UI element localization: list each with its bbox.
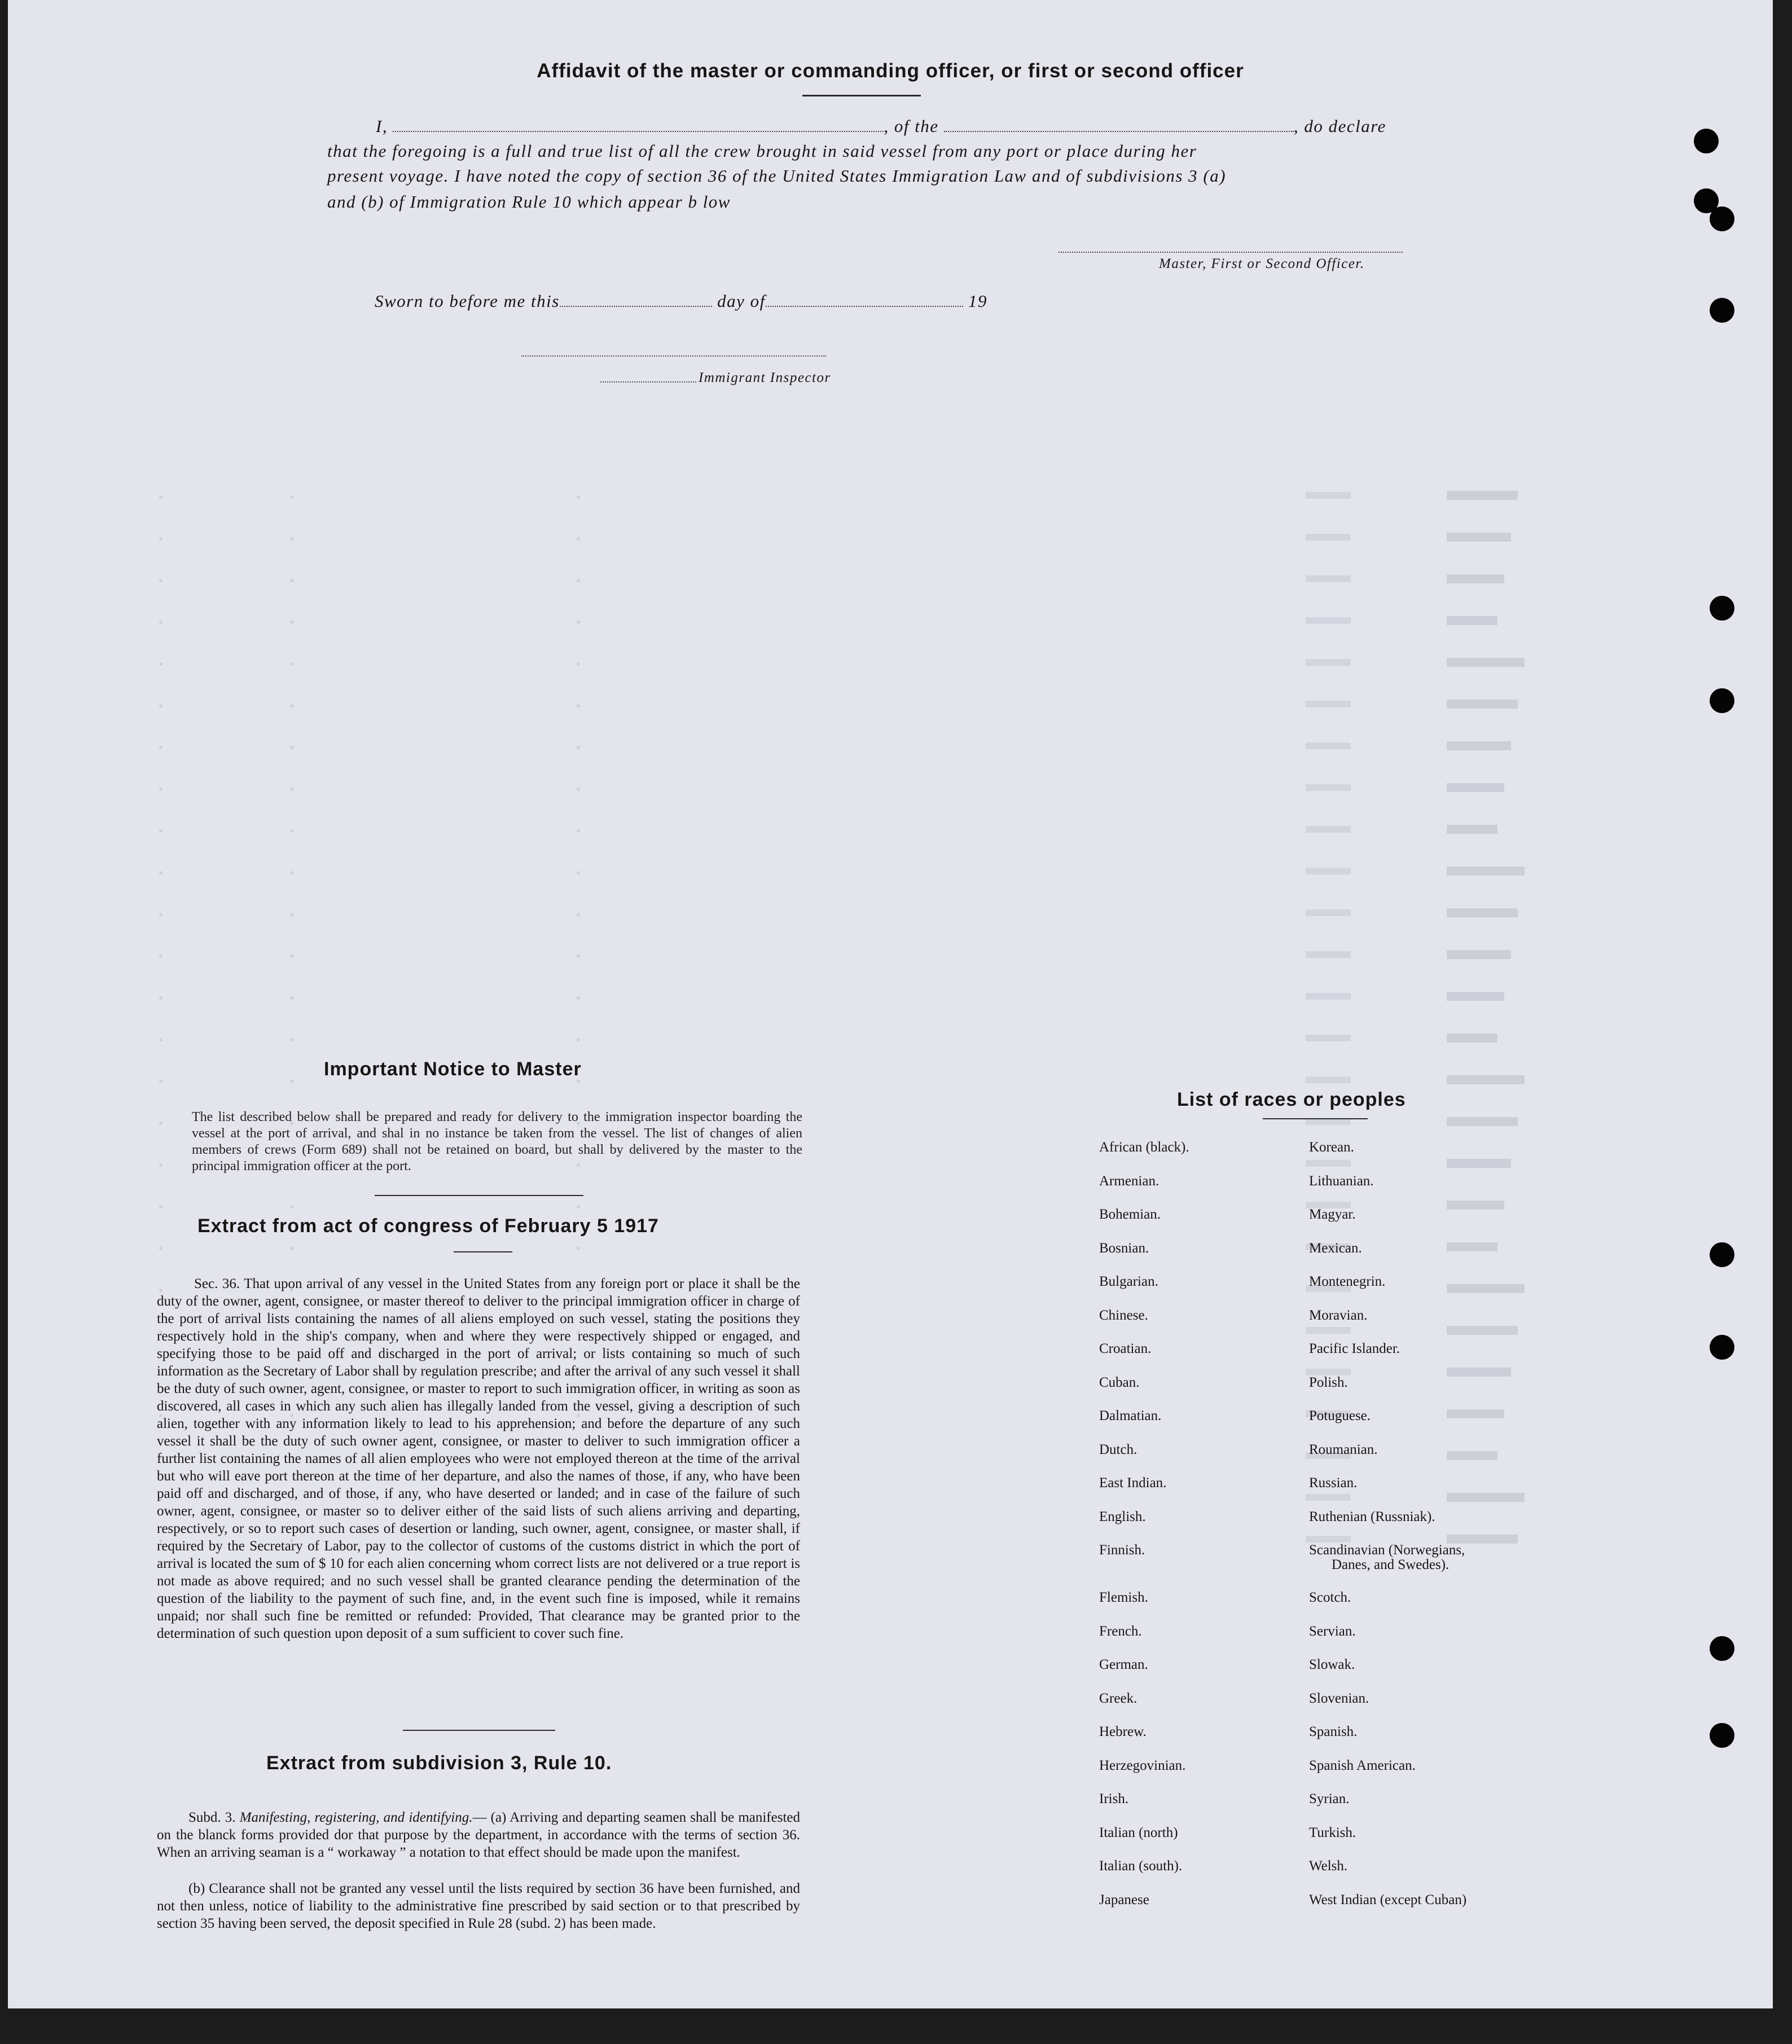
race-item: Flemish. (1099, 1590, 1148, 1605)
bleed-through-mark (577, 1205, 580, 1208)
bleed-through-mark (577, 662, 580, 666)
bleed-through-mark (290, 579, 293, 582)
bleed-through-mark (159, 788, 162, 791)
rule-extract-title: Extract from subdivision 3, Rule 10. (266, 1752, 612, 1774)
race-item: Spanish American. (1309, 1757, 1416, 1773)
bleed-through-mark (1447, 1242, 1497, 1251)
rule-para-a-lead: Subd. 3. (188, 1810, 236, 1825)
punch-hole (1710, 298, 1734, 323)
year-prefix: 19 (968, 291, 987, 311)
bleed-through-mark (159, 1122, 162, 1125)
bleed-through-mark (577, 788, 580, 791)
race-item: East Indian. (1099, 1475, 1167, 1491)
bleed-through-mark (159, 746, 162, 749)
bleed-through-mark (1306, 1035, 1351, 1041)
bleed-through-mark (1306, 1494, 1351, 1501)
bleed-through-mark (290, 704, 293, 707)
bleed-through-mark (290, 788, 293, 791)
race-item: Croatian. (1099, 1341, 1152, 1356)
bleed-through-mark (1447, 616, 1497, 625)
sworn-line (375, 291, 987, 311)
bleed-through-mark (1306, 993, 1351, 1000)
race-item: Scotch. (1309, 1590, 1351, 1605)
notice-text: The list described below shall be prepared and ready for delivery to the immigration inspector boarding the vessel at the port of arrival, and shal in no instance be taken from the vessel. The list of changes of alien members of crews (Form 689) shall not be retained on board, but shall by delivered by the master to the principal immigration officer at the port. (192, 1110, 802, 1173)
punch-hole (1694, 129, 1719, 153)
bleed-through-mark (1306, 575, 1351, 582)
bleed-through-mark (1306, 617, 1351, 624)
inspector-signature-line[interactable] (521, 355, 826, 357)
divider (454, 1251, 512, 1252)
race-item: Dalmatian. (1099, 1408, 1162, 1423)
bleed-through-mark (159, 704, 162, 707)
race-item: Dutch. (1099, 1441, 1137, 1457)
bleed-through-mark (1306, 1327, 1351, 1334)
bleed-through-mark (1447, 1159, 1511, 1168)
race-item: Hebrew. (1099, 1724, 1147, 1739)
bleed-through-mark (577, 913, 580, 916)
master-signature-line[interactable] (1058, 252, 1403, 253)
bleed-through-mark (577, 579, 580, 582)
bleed-through-mark (1306, 659, 1351, 666)
bleed-through-mark (1447, 741, 1511, 750)
race-item: Turkish. (1309, 1825, 1356, 1840)
race-item: Spanish. (1309, 1724, 1358, 1739)
bleed-through-mark (290, 1038, 293, 1041)
bleed-through-mark (577, 829, 580, 833)
bleed-through-mark (577, 495, 580, 499)
bleed-through-mark (159, 495, 162, 499)
bleed-through-mark (577, 996, 580, 1000)
bleed-through-mark (290, 662, 293, 666)
bleed-through-mark (290, 1080, 293, 1083)
bleed-through-mark (159, 1080, 162, 1083)
i-label: I, (376, 116, 388, 136)
race-item: Russian. (1309, 1475, 1358, 1491)
bleed-through-mark (1306, 826, 1351, 833)
punch-hole (1710, 688, 1734, 713)
bleed-through-mark (577, 1038, 580, 1041)
race-item: Greek. (1099, 1690, 1137, 1706)
bleed-through-mark (1447, 867, 1525, 876)
bleed-through-mark (1306, 1536, 1351, 1542)
race-item: Scandinavian (Norwegians, (1309, 1542, 1465, 1558)
document-page (8, 0, 1773, 2008)
name-blank[interactable] (393, 131, 884, 132)
bleed-through-mark (159, 829, 162, 833)
race-item: Korean. (1309, 1140, 1354, 1155)
bleed-through-mark (1447, 783, 1504, 792)
race-item: Japanese (1099, 1892, 1149, 1907)
bleed-through-mark (159, 537, 162, 540)
bleed-through-mark (1306, 951, 1351, 958)
bleed-through-mark (290, 537, 293, 540)
bleed-through-mark (1447, 825, 1497, 834)
bleed-through-mark (159, 1205, 162, 1208)
bleed-through-mark (159, 871, 162, 874)
title-underline (802, 95, 921, 96)
bleed-through-mark (159, 1038, 162, 1041)
affidavit-title: Affidavit of the master or commanding officer, or first or second officer (537, 60, 1244, 82)
race-item: Magyar. (1309, 1207, 1356, 1222)
race-item: Bosnian. (1099, 1240, 1149, 1256)
bleed-through-mark (577, 537, 580, 540)
bleed-through-mark (1306, 1076, 1351, 1083)
bleed-through-mark (1447, 1368, 1511, 1377)
affidavit-line-1 (376, 116, 1386, 137)
bleed-through-mark (1447, 700, 1518, 709)
race-item: Syrian. (1309, 1791, 1350, 1806)
sworn-label: Sworn to before me this (375, 291, 560, 311)
affidavit-line-3: present voyage. I have noted the copy of section 36 of the United States Immigration Law and of subdivisions 3 (a) (327, 166, 1227, 186)
race-item: Cuban. (1099, 1374, 1140, 1390)
bleed-through-mark (1447, 992, 1504, 1001)
bleed-through-mark (1306, 492, 1351, 499)
notice-title: Important Notice to Master (324, 1058, 582, 1080)
bleed-through-mark (290, 829, 293, 833)
race-item: Herzegovinian. (1099, 1757, 1186, 1773)
bleed-through-mark (290, 996, 293, 1000)
rule-para-b: (b) Clearance shall not be granted any vessel until the lists required by section 36 have been furnished, and not then unless, notice of liability to the administrative fine prescribed by said section or to that prescribed by section 35 having been served, the deposit specified in Rule 28 (subd. 2) has been made. (157, 1881, 800, 1931)
race-item: Welsh. (1309, 1858, 1348, 1874)
punch-hole (1710, 1723, 1734, 1748)
race-item: Danes, and Swedes). (1332, 1557, 1450, 1572)
affidavit-line-2: that the foregoing is a full and true list of all the crew brought in said vessel from any port or place during her (327, 141, 1197, 161)
race-item: Italian (north) (1099, 1825, 1178, 1840)
inspector-dotted-lead (600, 381, 696, 383)
bleed-through-mark (1447, 533, 1511, 542)
day-of-label: day of (717, 291, 766, 311)
bleed-through-mark (290, 1247, 293, 1250)
race-item: African (black). (1099, 1140, 1189, 1155)
master-signature-label: Master, First or Second Officer. (1159, 256, 1365, 271)
punch-hole (1710, 596, 1734, 621)
bleed-through-mark (1447, 574, 1504, 583)
punch-hole (1710, 206, 1734, 231)
bleed-through-mark (577, 746, 580, 749)
race-item: Pacific Islander. (1309, 1341, 1400, 1356)
inspector-label: Immigrant Inspector (699, 370, 831, 385)
bleed-through-mark (1447, 1493, 1525, 1502)
bleed-through-mark (290, 746, 293, 749)
bleed-through-mark (1447, 1284, 1525, 1293)
do-declare-label: , do declare (1293, 116, 1386, 136)
bleed-through-mark (1447, 1326, 1518, 1335)
race-item: Chinese. (1099, 1307, 1148, 1323)
bleed-through-mark (1306, 784, 1351, 791)
race-item: Polish. (1309, 1374, 1348, 1390)
race-item: Bulgarian. (1099, 1274, 1158, 1289)
race-item: Slovenian. (1309, 1690, 1369, 1706)
rule-para-a (157, 1809, 800, 1861)
bleed-through-mark (1306, 534, 1351, 540)
bleed-through-mark (1447, 1117, 1518, 1126)
bleed-through-mark (159, 996, 162, 1000)
bleed-through-mark (1447, 658, 1525, 667)
bleed-through-mark (159, 1163, 162, 1167)
race-item: Potuguese. (1309, 1408, 1371, 1423)
race-item: Lithuanian. (1309, 1173, 1374, 1189)
bleed-through-mark (290, 1205, 293, 1208)
punch-hole (1710, 1335, 1734, 1360)
bleed-through-mark (1447, 950, 1511, 959)
bleed-through-mark (1447, 1075, 1525, 1084)
races-title: List of races or peoples (1177, 1089, 1406, 1110)
bleed-through-mark (290, 913, 293, 916)
bleed-through-mark (159, 621, 162, 624)
race-item: West Indian (except Cuban) (1309, 1892, 1467, 1907)
vessel-blank[interactable] (944, 131, 1294, 132)
bleed-through-mark (159, 955, 162, 958)
race-item: Slowak. (1309, 1657, 1355, 1672)
race-item: German. (1099, 1657, 1148, 1672)
bleed-through-mark (290, 871, 293, 874)
bleed-through-mark (577, 955, 580, 958)
bleed-through-mark (577, 1247, 580, 1250)
act-extract-text: Sec. 36. That upon arrival of any vessel in the United States from any foreign port or place it shall be the duty of the owner, agent, consignee, or master thereof to deliver to the principal immigration officer in charge of the port of arrival lists containing the names of all aliens employed on such vessel, stating the positions they respectively hold in the ship's company, when and where they were respectively shipped or engaged, and specifying those to be paid off and discharged in the port of arrival; or lists containing so much of such information as the Secretary of Labor shall by regulation prescribe; and after the arrival of any such vessel it shall be the duty of such owner, agent, consignee, or master to report to such immigration officer, in writing as soon as discovered, all cases in which any such alien has illegally landed from the vessel, giving a description of such alien, together with any information likely to lead to his apprehension; and before the departure of any such vessel it shall be the duty of such owner agent, consignee, or master to deliver to such immigration officer a further list containing the names of all alien employees who were not employed thereon at the time of the arrival but who will eave port thereon at the time of her departure, and also the names of those, if any, who have been paid off and discharged, and of those, if any, who have deserted or landed; and in case of the failure of such owner, agent, consignee, or master so to deliver either of the said lists of such aliens arriving and departing, respectively, or so to report such cases of desertion or landing, such owner, agent, consignee, or master shall, if required by the Secretary of Labor, pay to the collector of customs of the customs district in which the port of arrival is located the sum of $ 10 for each alien concerning whom correct lists are not delivered or a true report is not made as above required; and no such vessel shall be granted clearance pending the determination of the question of the liability to the payment of such fine, and, in the event such fine is imposed, while it remains unpaid; nor shall such fine be remitted or refunded: Provided, That clearance may be granted prior to the determination of such question upon deposit of a sum sufficient to cover such fine. (157, 1276, 800, 1641)
bleed-through-mark (159, 579, 162, 582)
bleed-through-mark (1306, 742, 1351, 749)
divider (403, 1730, 555, 1731)
race-item: Armenian. (1099, 1173, 1159, 1189)
bleed-through-mark (1447, 908, 1518, 917)
race-item: Roumanian. (1309, 1441, 1378, 1457)
race-item: Irish. (1099, 1791, 1129, 1806)
title-underline (1263, 1118, 1368, 1119)
bleed-through-mark (159, 662, 162, 666)
bleed-through-mark (577, 871, 580, 874)
bleed-through-mark (1306, 1160, 1351, 1167)
race-item: Ruthenian (Russniak). (1309, 1509, 1435, 1524)
of-the-label: , of the (884, 116, 939, 136)
bleed-through-mark (290, 621, 293, 624)
bleed-through-mark (1447, 1034, 1497, 1043)
race-item: English. (1099, 1509, 1146, 1524)
bleed-through-mark (1447, 1409, 1504, 1418)
race-item: Moravian. (1309, 1307, 1368, 1323)
bleed-through-mark (577, 621, 580, 624)
punch-hole (1710, 1636, 1734, 1661)
bleed-through-mark (577, 704, 580, 707)
race-item: Bohemian. (1099, 1207, 1161, 1222)
sworn-day-blank[interactable] (560, 306, 712, 307)
race-item: Montenegrin. (1309, 1274, 1386, 1289)
bleed-through-mark (1306, 701, 1351, 707)
bleed-through-mark (1306, 868, 1351, 874)
sworn-month-blank[interactable] (766, 306, 963, 307)
race-item: Finnish. (1099, 1542, 1145, 1558)
race-item: Servian. (1309, 1623, 1356, 1639)
bleed-through-mark (1447, 1451, 1497, 1460)
bleed-through-mark (159, 1247, 162, 1250)
punch-hole (1710, 1242, 1734, 1267)
divider (375, 1195, 583, 1196)
race-item: Italian (south). (1099, 1858, 1183, 1874)
act-extract-title: Extract from act of congress of February 5 1917 (197, 1215, 659, 1237)
bleed-through-mark (1306, 909, 1351, 916)
bleed-through-mark (290, 955, 293, 958)
rule-para-a-text: — (a) Arriving and departing seamen shall be manifested on the blanck forms provided dor that purpose by the department, in accordance with the terms of section 36. When an arriving seaman is a “ workaway ” a notation to that effect should be made upon the manifest. (157, 1810, 801, 1860)
bleed-through-mark (1447, 491, 1518, 500)
race-item: French. (1099, 1623, 1142, 1639)
race-item: Mexican. (1309, 1240, 1362, 1256)
bleed-through-mark (290, 495, 293, 499)
bleed-through-mark (1447, 1201, 1504, 1210)
bleed-through-mark (159, 913, 162, 916)
affidavit-line-4: and (b) of Immigration Rule 10 which appear b low (327, 192, 731, 212)
rule-para-a-heading: Manifesting, registering, and identifying. (239, 1810, 473, 1825)
